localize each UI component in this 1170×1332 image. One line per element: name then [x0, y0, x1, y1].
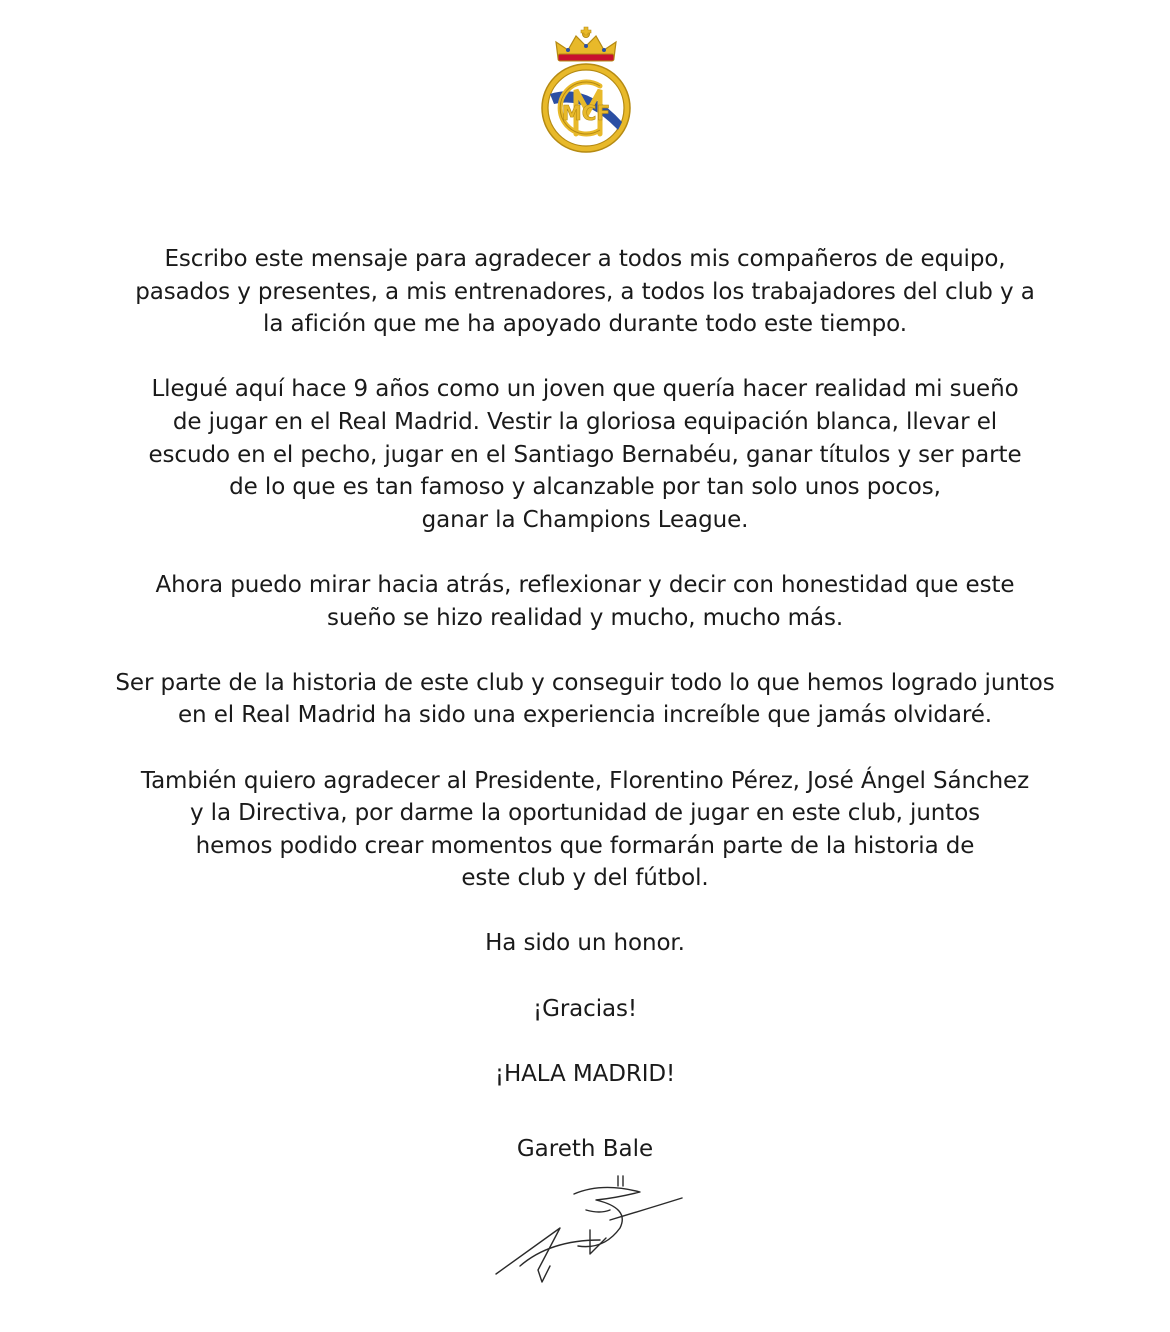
letter-paragraph [60, 667, 1110, 732]
letter-line: Llegué aquí hace 9 años como un joven que quería hacer realidad mi sueño [151, 376, 1019, 403]
letter-line: pasados y presentes, a mis entrenadores, a todos los trabajadores del club y a [135, 278, 1035, 305]
letter-line: sueño se hizo realidad y mucho, mucho más. [326, 604, 844, 631]
letter-paragraph [60, 927, 1110, 960]
letter-line: ganar la Champions League. [421, 506, 749, 533]
letter-line: ¡Gracias! [532, 995, 638, 1022]
signature-name: Gareth Bale [516, 1136, 654, 1162]
letter-paragraph [60, 243, 1110, 341]
letter-paragraph [60, 1058, 1110, 1091]
handwritten-signature-icon [490, 1170, 690, 1285]
letter-line: de jugar en el Real Madrid. Vestir la gloriosa equipación blanca, llevar el [172, 408, 998, 435]
letter-line: También quiero agradecer al Presidente, Florentino Pérez, José Ángel Sánchez [140, 767, 1030, 794]
letter-line: Ahora puedo mirar hacia atrás, reflexionar y decir con honestidad que este [155, 571, 1015, 598]
letter-body [60, 243, 1110, 1123]
crest-monogram: MCF [561, 101, 611, 125]
letter-line: escudo en el pecho, jugar en el Santiago Bernabéu, ganar títulos y ser parte [148, 441, 1022, 468]
letter-line: hemos podido crear momentos que formarán parte de la historia de [195, 832, 975, 859]
letter-line: Ser parte de la historia de este club y conseguir todo lo que hemos logrado juntos [115, 669, 1055, 696]
letter-paragraph [60, 569, 1110, 634]
crown-icon [556, 27, 616, 61]
letter-line: y la Directiva, por darme la oportunidad de jugar en este club, juntos [189, 800, 981, 827]
letter-line: Ha sido un honor. [485, 930, 685, 957]
real-madrid-crest-icon [536, 24, 636, 154]
letter-line: Escribo este mensaje para agradecer a todos mis compañeros de equipo, [164, 246, 1006, 272]
letter-line: de lo que es tan famoso y alcanzable por tan solo unos pocos, [229, 474, 941, 501]
letter-line: la afición que me ha apoyado durante todo este tiempo. [263, 311, 907, 338]
letter-paragraph [60, 765, 1110, 895]
letter-line: en el Real Madrid ha sido una experiencia increíble que jamás olvidaré. [177, 702, 993, 729]
letter-line: ¡HALA MADRID! [494, 1060, 676, 1087]
letter-paragraph [60, 993, 1110, 1026]
letter-paragraph [60, 373, 1110, 536]
letter-line: este club y del fútbol. [461, 865, 709, 892]
